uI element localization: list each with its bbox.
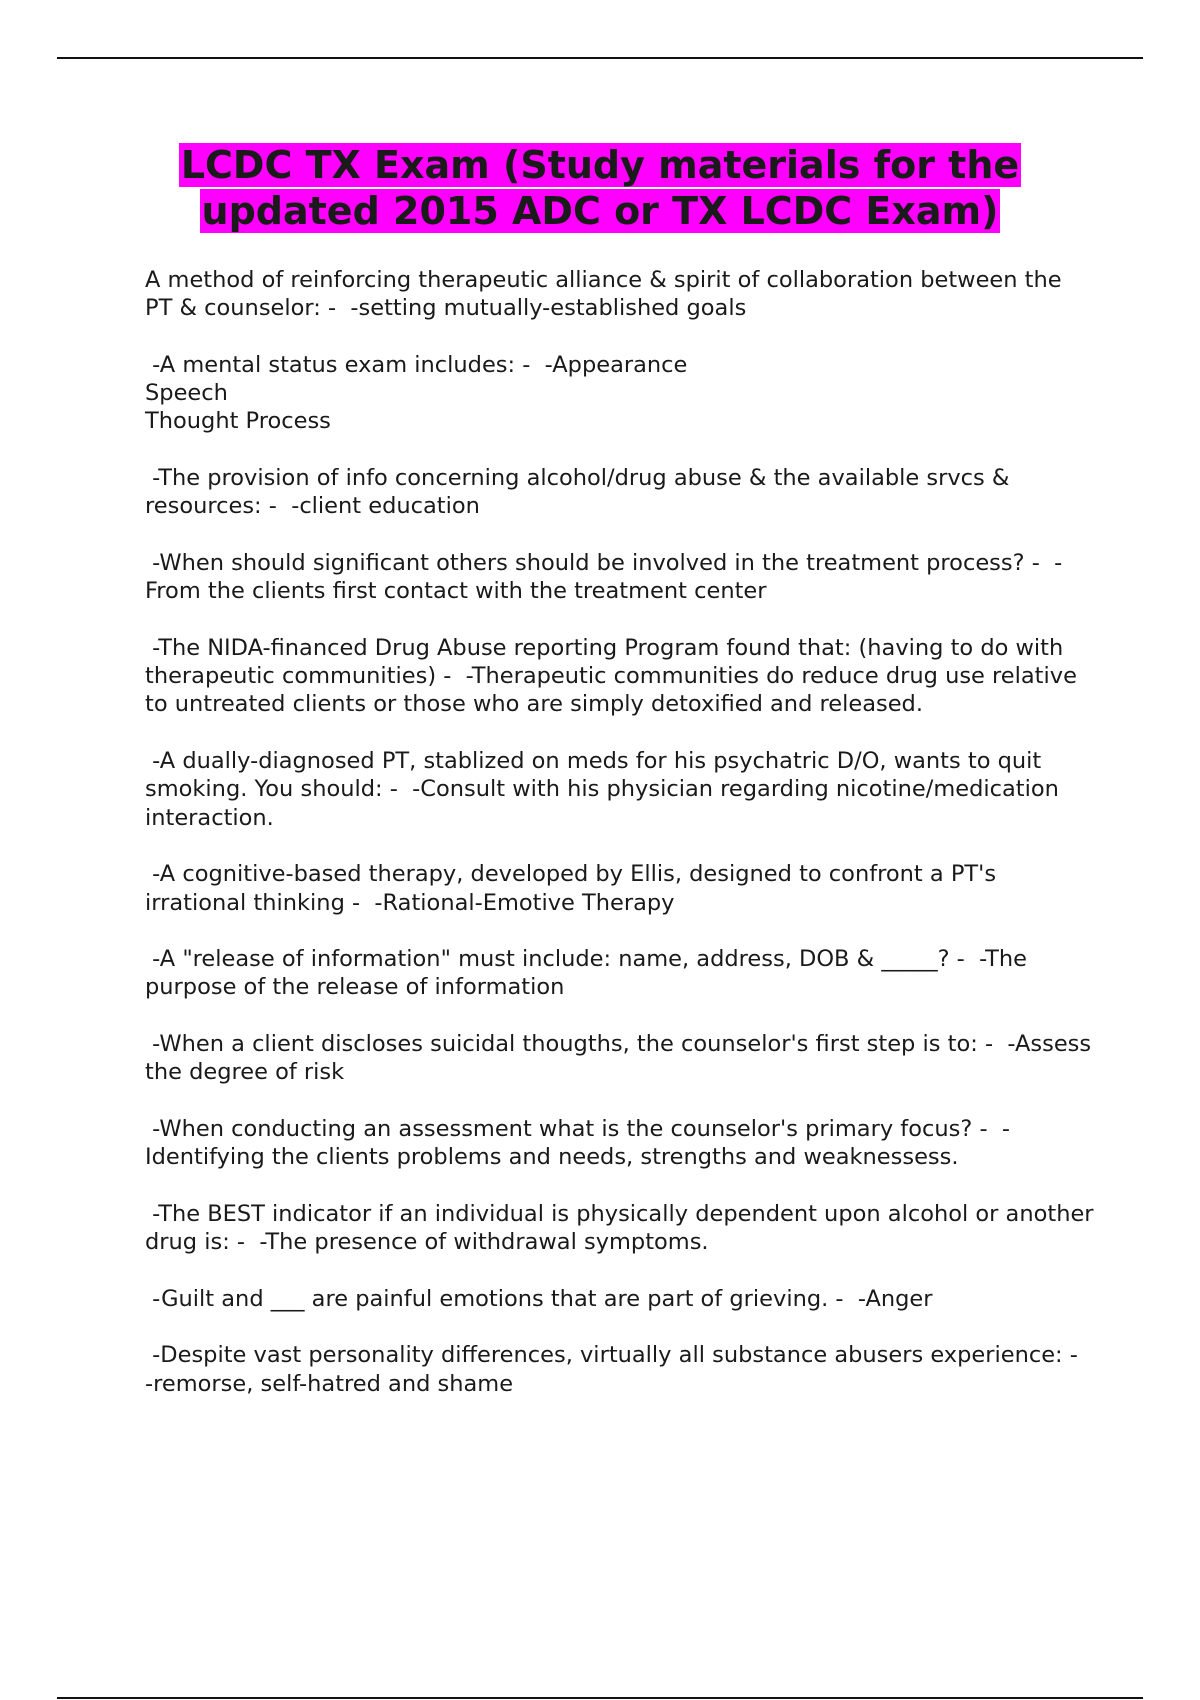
qa-item: -When a client discloses suicidal thougths, the counselor's first step is to: - -Assess the degree of risk <box>145 1031 1099 1086</box>
qa-item: -When should significant others should be involved in the treatment process? - -From the clients first contact with the treatment center <box>145 549 1063 605</box>
document-title-line-2: updated 2015 ADC or TX LCDC Exam) <box>201 189 999 233</box>
qa-item: -A dually-diagnosed PT, stablized on meds for his psychatric D/O, wants to quit smoking. You should: - -Consult with his physician regarding nicotine/medication interaction. <box>145 748 1067 831</box>
qa-item: A method of reinforcing therapeutic alliance & spirit of collaboration between the PT & counselor: - -setting mutually-established goals <box>145 267 1069 322</box>
qa-item: -A "release of information" must include: name, address, DOB & _____? - -The purpose of the release of information <box>145 946 1035 1001</box>
qa-item: -A cognitive-based therapy, developed by Ellis, designed to confront a PT's irrational thinking - -Rational-Emotive Therapy <box>145 861 1004 916</box>
qa-item: -When conducting an assessment what is the counselor's primary focus? - -Identifying the clients problems and needs, strengths and weaknessess. <box>145 1115 1010 1171</box>
top-rule <box>57 57 1143 59</box>
qa-item: -The BEST indicator if an individual is physically dependent upon alcohol or another drug is: - -The presence of withdrawal symptoms. <box>145 1200 1101 1256</box>
bottom-rule <box>57 1697 1143 1699</box>
qa-item: -The NIDA-financed Drug Abuse reporting Program found that: (having to do with therapeutic communities) - -Therapeutic communities do reduce drug use relative to untreated clients or those who are simply detoxified and released. <box>145 634 1085 718</box>
qa-item: -A mental status exam includes: - -Appearance Speech Thought Process <box>145 351 688 435</box>
document-body <box>145 266 1101 1426</box>
document-title <box>0 142 1200 234</box>
document-title-line-1: LCDC TX Exam (Study materials for the <box>180 143 1020 187</box>
qa-item: -Guilt and ___ are painful emotions that are part of grieving. - -Anger <box>145 1285 933 1312</box>
qa-item: -The provision of info concerning alcohol/drug abuse & the available srvcs & resources: - -client education <box>145 465 1017 520</box>
qa-item: -Despite vast personality differences, virtually all substance abusers experience: - -remorse, self-hatred and shame <box>145 1342 1093 1397</box>
